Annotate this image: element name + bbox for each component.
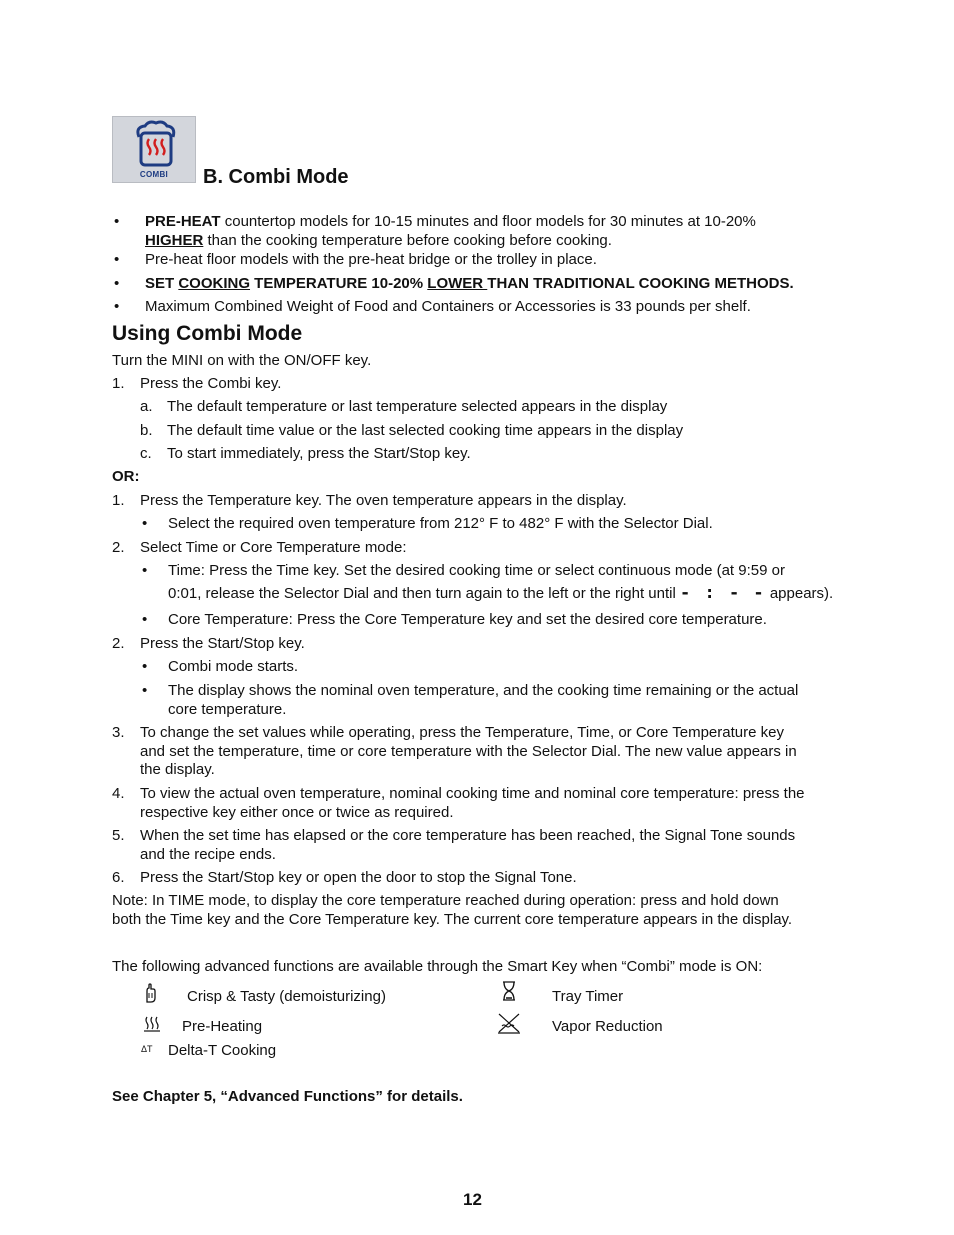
traditional-text: THAN TRADITIONAL COOKING METHODS. <box>487 275 794 292</box>
set-text: SET <box>145 275 179 292</box>
floor-preheat-text: Pre-heat floor models with the pre-heat bridge or the trolley in place. <box>145 251 597 268</box>
lower-text: LOWER <box>427 275 488 292</box>
delta-t-label: Delta-T Cooking <box>168 1042 277 1059</box>
crisp-tasty-icon <box>143 983 159 1003</box>
start-stop-text: Press the Start/Stop key. <box>140 635 305 652</box>
view-actual-line-1: To view the actual oven temperature, nominal cooking time and nominal core temperature: press the <box>140 785 805 802</box>
time-mode-line-1: Time: Press the Time key. Set the desired cooking time or select continuous mode (at 9:59 or <box>168 562 785 579</box>
time-elapsed-line-2: and the recipe ends. <box>140 846 276 863</box>
bullet-dot: • <box>142 562 148 579</box>
crisp-tasty-label: Crisp & Tasty (demoisturizing) <box>187 988 386 1005</box>
combi-mode-logo <box>112 116 196 183</box>
substep-letter: b. <box>140 422 153 439</box>
turn-on-text: Turn the MINI on with the ON/OFF key. <box>112 352 372 369</box>
using-combi-heading: Using Combi Mode <box>112 322 303 345</box>
change-values-line-2: and set the temperature, time or core temperature with the Selector Dial. The new value appears in <box>140 743 797 760</box>
step-number: 2. <box>112 539 125 556</box>
cooking-text: COOKING <box>178 275 251 292</box>
or-label: OR: <box>112 468 140 485</box>
pre-heating-label: Pre-Heating <box>182 1018 263 1035</box>
preheat-line-1 <box>145 212 756 231</box>
preheat-text-2: than the cooking temperature before cooking before cooking. <box>203 232 612 249</box>
select-temp-text: Select the required oven temperature from 212° F to 482° F with the Selector Dial. <box>168 515 713 532</box>
step-number: 6. <box>112 869 125 886</box>
note-line-2: both the Time key and the Core Temperature key. The current core temperature appears in the display. <box>112 911 793 928</box>
temperature-text: TEMPERATURE 10-20% <box>250 275 428 292</box>
page-number: 12 <box>463 1190 482 1209</box>
step-number: 2. <box>112 635 125 652</box>
set-temp-line <box>145 274 794 293</box>
preheat-steam-icon <box>143 1015 161 1033</box>
appears-text: appears). <box>765 585 834 602</box>
bullet-dot: • <box>142 611 148 628</box>
bullet-dot: • <box>142 515 148 532</box>
change-values-line-3: the display. <box>140 761 215 778</box>
section-title: B. Combi Mode <box>203 166 349 188</box>
step-number: 1. <box>112 492 125 509</box>
step-number: 3. <box>112 724 125 741</box>
preheat-label: PRE-HEAT <box>145 213 221 230</box>
bullet-dot: • <box>142 682 148 699</box>
max-weight-text: Maximum Combined Weight of Food and Containers or Accessories is 33 pounds per shelf. <box>145 298 751 315</box>
tray-timer-label: Tray Timer <box>552 988 624 1005</box>
note-line-1: Note: In TIME mode, to display the core temperature reached during operation: press and hold down <box>112 892 779 909</box>
combi-starts-text: Combi mode starts. <box>168 658 299 675</box>
step-number: 4. <box>112 785 125 802</box>
preheat-text: countertop models for 10-15 minutes and floor models for 30 minutes at 10-20% <box>220 213 756 230</box>
time-mode-text: 0:01, release the Selector Dial and then turn again to the left or the right until <box>168 585 680 602</box>
continuous-display-symbol: - : - - <box>680 583 766 603</box>
display-shows-line-2: core temperature. <box>168 701 287 718</box>
display-shows-line-1: The display shows the nominal oven temperature, and the cooking time remaining or the actual <box>168 682 799 699</box>
advanced-intro: The following advanced functions are available through the Smart Key when “Combi” mode is ON: <box>112 958 763 975</box>
time-elapsed-line-1: When the set time has elapsed or the core temperature has been reached, the Signal Tone sounds <box>140 827 796 844</box>
bullet-dot: • <box>114 275 120 292</box>
logo-label: COMBI <box>139 170 169 179</box>
substep-a-text: The default temperature or last temperature selected appears in the display <box>167 398 668 415</box>
higher-label: HIGHER <box>145 232 204 249</box>
substep-letter: c. <box>140 445 152 462</box>
substep-b-text: The default time value or the last selected cooking time appears in the display <box>167 422 684 439</box>
step-number: 5. <box>112 827 125 844</box>
stop-signal-text: Press the Start/Stop key or open the door to stop the Signal Tone. <box>140 869 577 886</box>
hourglass-icon <box>501 981 517 1001</box>
vapor-reduction-label: Vapor Reduction <box>552 1018 663 1035</box>
view-actual-line-2: respective key either once or twice as required. <box>140 804 454 821</box>
time-mode-line-2 <box>168 584 833 603</box>
bullet-dot: • <box>142 658 148 675</box>
change-values-line-1: To change the set values while operating, press the Temperature, Time, or Core Temperature key <box>140 724 784 741</box>
bullet-dot: • <box>114 298 120 315</box>
bullet-dot: • <box>114 213 120 230</box>
bullet-dot: • <box>114 251 120 268</box>
temperature-key-text: Press the Temperature key. The oven temperature appears in the display. <box>140 492 627 509</box>
vapor-reduction-icon <box>497 1012 521 1034</box>
delta-t-icon: ΔT <box>141 1044 153 1054</box>
select-mode-text: Select Time or Core Temperature mode: <box>140 539 407 556</box>
step-number: 1. <box>112 375 125 392</box>
preheat-line-2 <box>145 231 612 250</box>
substep-c-text: To start immediately, press the Start/Stop key. <box>167 445 471 462</box>
step-1-text: Press the Combi key. <box>140 375 282 392</box>
substep-letter: a. <box>140 398 153 415</box>
core-temp-text: Core Temperature: Press the Core Temperature key and set the desired core temperature. <box>168 611 767 628</box>
see-chapter-text: See Chapter 5, “Advanced Functions” for details. <box>112 1088 463 1105</box>
